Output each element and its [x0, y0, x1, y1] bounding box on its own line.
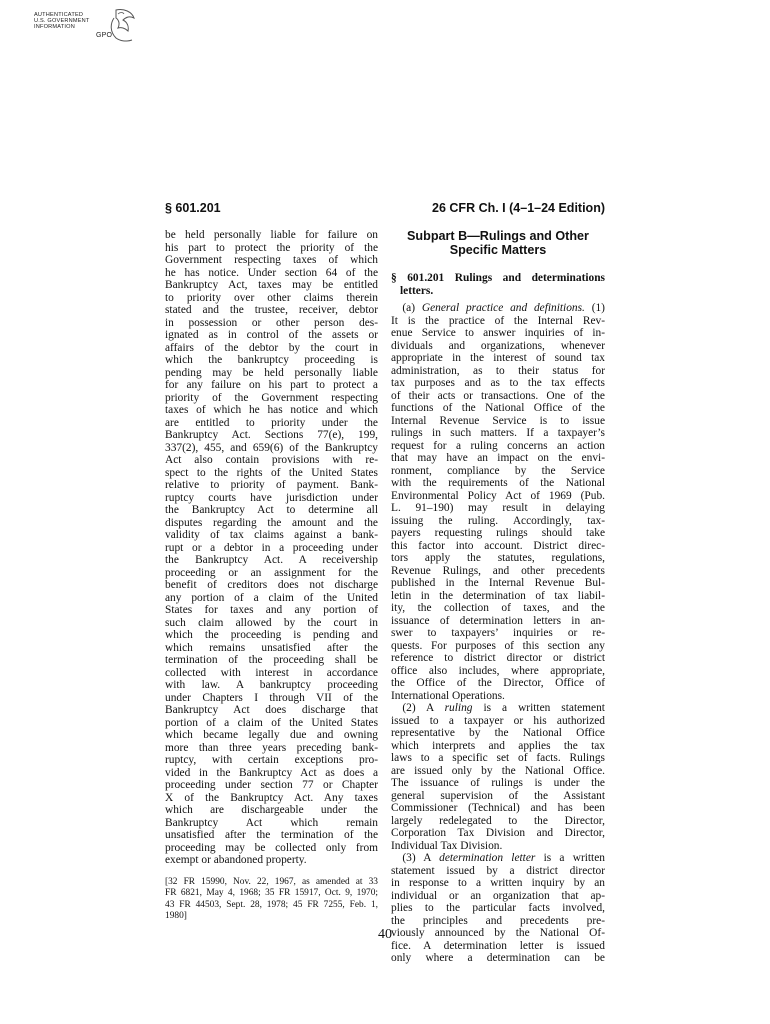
- left-body-text: [165, 229, 378, 867]
- paragraph-3-body: [391, 865, 605, 965]
- paragraph-a-line: ronment, compliance by the Service: [391, 464, 605, 477]
- paragraph-2-first-rest: is a written statement: [483, 702, 605, 714]
- logo-line-4: GPO: [96, 32, 113, 39]
- left-column-line: with law. A bankruptcy proceeding: [165, 679, 378, 691]
- left-column-line: States for taxes and any portion of: [165, 604, 378, 616]
- left-column-line: which are dischargeable under the: [165, 804, 378, 816]
- paragraph-3-line: only where a determination can be: [391, 952, 605, 964]
- paragraph-3-line: in response to a written inquiry by an: [391, 877, 605, 889]
- left-column-line: termination of the proceeding shall be: [165, 654, 378, 666]
- left-column-line: collected with interest in accordance: [165, 666, 378, 679]
- header-section: § 601.201: [165, 201, 221, 215]
- left-column-line: Government respecting taxes of which: [165, 254, 378, 266]
- paragraph-2-body: [391, 715, 605, 853]
- left-column-line: relative to priority of payment. Bank-: [165, 479, 378, 491]
- left-column-line: the Bankruptcy Act to determine all: [165, 504, 378, 516]
- left-column-line: Bankruptcy Act, taxes may be entitled: [165, 279, 378, 291]
- section-heading-line-2: letters.: [400, 284, 434, 297]
- paragraph-2-line: laws to a specific set of facts. Rulings: [391, 752, 605, 764]
- left-column-line: portion of a claim of the United States: [165, 716, 378, 729]
- paragraph-a-number: (1): [591, 302, 605, 314]
- paragraph-a-line: ity, the collection of taxes, and the: [391, 602, 605, 614]
- paragraph-3-line: viously announced by the National Of-: [391, 927, 605, 939]
- paragraph-a: [391, 302, 605, 702]
- gpo-authentication-logo: [28, 6, 140, 48]
- paragraph-a-line: quests. For purposes of this section any: [391, 639, 605, 652]
- section-heading: [391, 272, 605, 297]
- left-column-line: pending may be held personally liable: [165, 366, 378, 379]
- paragraph-2-label: (2) A: [402, 702, 434, 714]
- left-column-line: taxes of which he has notice and which: [165, 404, 378, 416]
- left-column-line: unsatisfied after the termination of the: [165, 829, 378, 841]
- paragraph-a-line: swer to taxpayers’ inquiries or re-: [391, 627, 605, 639]
- left-column-line: he has notice. Under section 64 of the: [165, 266, 378, 279]
- paragraph-a-line: the Office of the Director, Office of: [391, 677, 605, 689]
- left-column-line: his part to protect the priority of the: [165, 241, 378, 254]
- paragraph-2-line: The issuance of rulings is under the: [391, 777, 605, 789]
- paragraph-3: [391, 852, 605, 965]
- paragraph-2-line: Corporation Tax Division and Director,: [391, 827, 605, 839]
- subpart-heading-line-2: Specific Matters: [449, 242, 547, 257]
- paragraph-a-line: office also includes, where appropriate,: [391, 664, 605, 677]
- left-column-line: disputes regarding the amount and the: [165, 516, 378, 529]
- left-column-line: X of the Bankruptcy Act. Any taxes: [165, 791, 378, 804]
- amendment-citation: [165, 877, 378, 923]
- paragraph-2-line: largely redelegated to the Director,: [391, 814, 605, 827]
- citation-line: [32 FR 15990, Nov. 22, 1967, as amended at 33: [165, 876, 378, 887]
- paragraph-2-term: ruling: [444, 702, 473, 714]
- paragraph-a-line: It is the practice of the Internal Rev-: [391, 314, 605, 327]
- left-column-line: are entitled to priority under the: [165, 416, 378, 429]
- paragraph-a-line: of their acts or transactions. One of the: [391, 389, 605, 402]
- logo-line-1: AUTHENTICATED: [34, 12, 84, 18]
- paragraph-a-title: General practice and definitions.: [421, 302, 585, 314]
- paragraph-2: [391, 702, 605, 852]
- paragraph-a-line: published in the Internal Revenue Bul-: [391, 577, 605, 589]
- paragraph-a-line: Internal Revenue Service is to issue: [391, 414, 605, 427]
- logo-line-2: U.S. GOVERNMENT: [34, 18, 90, 24]
- left-column-line: spect to the rights of the United States: [165, 466, 378, 479]
- paragraph-a-body: [391, 315, 605, 703]
- paragraph-a-line: request for a ruling concerns an action: [391, 439, 605, 452]
- left-column-line: ruptcy courts have jurisdiction under: [165, 491, 378, 504]
- paragraph-a-line: with the requirements of the National: [391, 477, 605, 489]
- paragraph-3-line: the principles and precedents pre-: [391, 914, 605, 927]
- paragraph-3-line: fice. A determination letter is issued: [391, 939, 605, 952]
- left-column-line: priority of the Government respecting: [165, 391, 378, 404]
- paragraph-a-line: Environmental Policy Act of 1969 (Pub.: [391, 489, 605, 502]
- left-column-line: the Bankruptcy Act. A receivership: [165, 554, 378, 566]
- left-column-line: Bankruptcy Act does discharge that: [165, 704, 378, 716]
- paragraph-a-line: Revenue Rulings, and other precedents: [391, 564, 605, 577]
- paragraph-a-line: L. 91–190) may result in delaying: [391, 502, 605, 514]
- left-column-line: proceeding may be collected only from: [165, 841, 378, 854]
- paragraph-a-line: appropriate in the interest of sound tax: [391, 352, 605, 364]
- paragraph-a-line: dividuals and organizations, whenever: [391, 339, 605, 352]
- paragraph-a-label: (a): [402, 302, 416, 314]
- paragraph-2-line: issued to a taxpayer or his authorized: [391, 714, 605, 727]
- paragraph-a-first-line: [391, 302, 605, 315]
- paragraph-a-line: reference to district director or district: [391, 652, 605, 664]
- left-column-line: affairs of the debtor by the court in: [165, 341, 378, 354]
- right-column: [391, 229, 605, 965]
- paragraph-a-line: that may have an impact on the envi-: [391, 452, 605, 464]
- left-column-line: such claim allowed by the court in: [165, 616, 378, 629]
- left-column-line: rupt or a debtor in a proceeding under: [165, 541, 378, 554]
- logo-line-3: INFORMATION: [34, 24, 75, 30]
- left-column-line: which the bankruptcy proceeding is: [165, 354, 378, 366]
- paragraph-2-line: Individual Tax Division.: [391, 839, 503, 852]
- paragraph-a-line: functions of the National Office of the: [391, 402, 605, 414]
- left-column: [165, 229, 378, 923]
- paragraph-a-line: tax purposes and as to the tax effects: [391, 377, 605, 389]
- paragraph-2-line: are issued only by the National Office.: [391, 764, 605, 777]
- paragraph-2-first-line: [391, 702, 605, 715]
- left-column-line: any portion of a claim of the United: [165, 591, 378, 604]
- left-column-line: 337(2), 455, and 659(6) of the Bankruptcy: [165, 441, 378, 454]
- paragraph-3-line: plies to the particular facts involved,: [391, 902, 605, 914]
- paragraph-2-line: Commissioner (Technical) and has been: [391, 802, 605, 814]
- paragraph-3-line: statement issued by a district director: [391, 864, 605, 877]
- left-column-line: ignated as in control of the assets or: [165, 329, 378, 341]
- left-column-line: to priority over other claims therein: [165, 291, 378, 304]
- paragraph-a-line: payers requesting rulings should take: [391, 527, 605, 539]
- header-edition: 26 CFR Ch. I (4–1–24 Edition): [432, 201, 605, 215]
- running-head: [165, 201, 605, 217]
- paragraph-a-line: letin in the determination of tax liabil-: [391, 589, 605, 602]
- left-column-line: validity of tax claims against a bank-: [165, 529, 378, 541]
- paragraph-3-term: determination letter: [439, 852, 536, 864]
- left-column-line: in possession or other person des-: [165, 316, 378, 329]
- paragraph-3-line: individual or an organization that ap-: [391, 889, 605, 902]
- paragraph-a-line: rulings in such matters. If a taxpayer’s: [391, 427, 605, 439]
- paragraph-a-line: this factor into account. District direc-: [391, 539, 605, 552]
- left-column-line: vided in the Bankruptcy Act as does a: [165, 766, 378, 779]
- citation-line: FR 6821, May 4, 1968; 35 FR 15917, Oct. 9, 1970;: [165, 888, 378, 898]
- subpart-heading: [391, 230, 605, 257]
- paragraph-a-line: International Operations.: [391, 689, 505, 702]
- left-column-line: which the proceeding is pending and: [165, 629, 378, 641]
- left-column-line: proceeding under section 77 or Chapter: [165, 779, 378, 791]
- paragraph-a-line: issuing the ruling. Accordingly, tax-: [391, 514, 605, 527]
- left-column-line: be held personally liable for failure on: [165, 229, 378, 241]
- paragraph-a-line: tors apply the statutes, regulations,: [391, 552, 605, 564]
- paragraph-3-first-rest: is a written: [543, 852, 605, 864]
- left-column-line: proceeding or an assignment for the: [165, 566, 378, 579]
- subpart-heading-line-1: Subpart B—Rulings and Other: [407, 229, 589, 243]
- citation-line: 1980]: [165, 911, 187, 921]
- paragraph-3-first-line: [391, 852, 605, 865]
- paragraph-a-line: administration, as to their status for: [391, 364, 605, 377]
- left-column-line: which became legally due and owning: [165, 729, 378, 741]
- section-heading-line-1: § 601.201 Rulings and determinations: [391, 272, 605, 284]
- left-column-line: more than three years preceding bank-: [165, 741, 378, 754]
- paragraph-2-line: general supervision of the Assistant: [391, 789, 605, 802]
- left-column-line: ruptcy, with certain exceptions pro-: [165, 754, 378, 766]
- left-column-line: under Chapters I through VII of the: [165, 691, 378, 704]
- paragraph-a-line: issuance of determination letters in an-: [391, 614, 605, 627]
- left-column-line: benefit of creditors does not discharge: [165, 579, 378, 591]
- left-column-line: Bankruptcy Act. Sections 77(e), 199,: [165, 429, 378, 441]
- left-column-line: Act also contain provisions with re-: [165, 454, 378, 466]
- paragraph-2-line: representative by the National Office: [391, 727, 605, 739]
- paragraph-2-line: which interprets and applies the tax: [391, 739, 605, 752]
- left-column-line: Bankruptcy Act which remain: [165, 816, 378, 829]
- paragraph-a-line: enue Service to answer inquiries of in-: [391, 327, 605, 339]
- paragraph-3-label: (3) A: [402, 852, 431, 864]
- citation-line: 43 FR 44503, Sept. 28, 1978; 45 FR 7255, Feb. 1,: [165, 899, 378, 910]
- left-column-line: exempt or abandoned property.: [165, 854, 307, 866]
- page-number: 40: [378, 927, 392, 942]
- left-column-line: stated and the trustee, receiver, debtor: [165, 304, 378, 316]
- left-column-line: which remains unsatisfied after the: [165, 641, 378, 654]
- left-column-line: for any failure on his part to protect a: [165, 379, 378, 391]
